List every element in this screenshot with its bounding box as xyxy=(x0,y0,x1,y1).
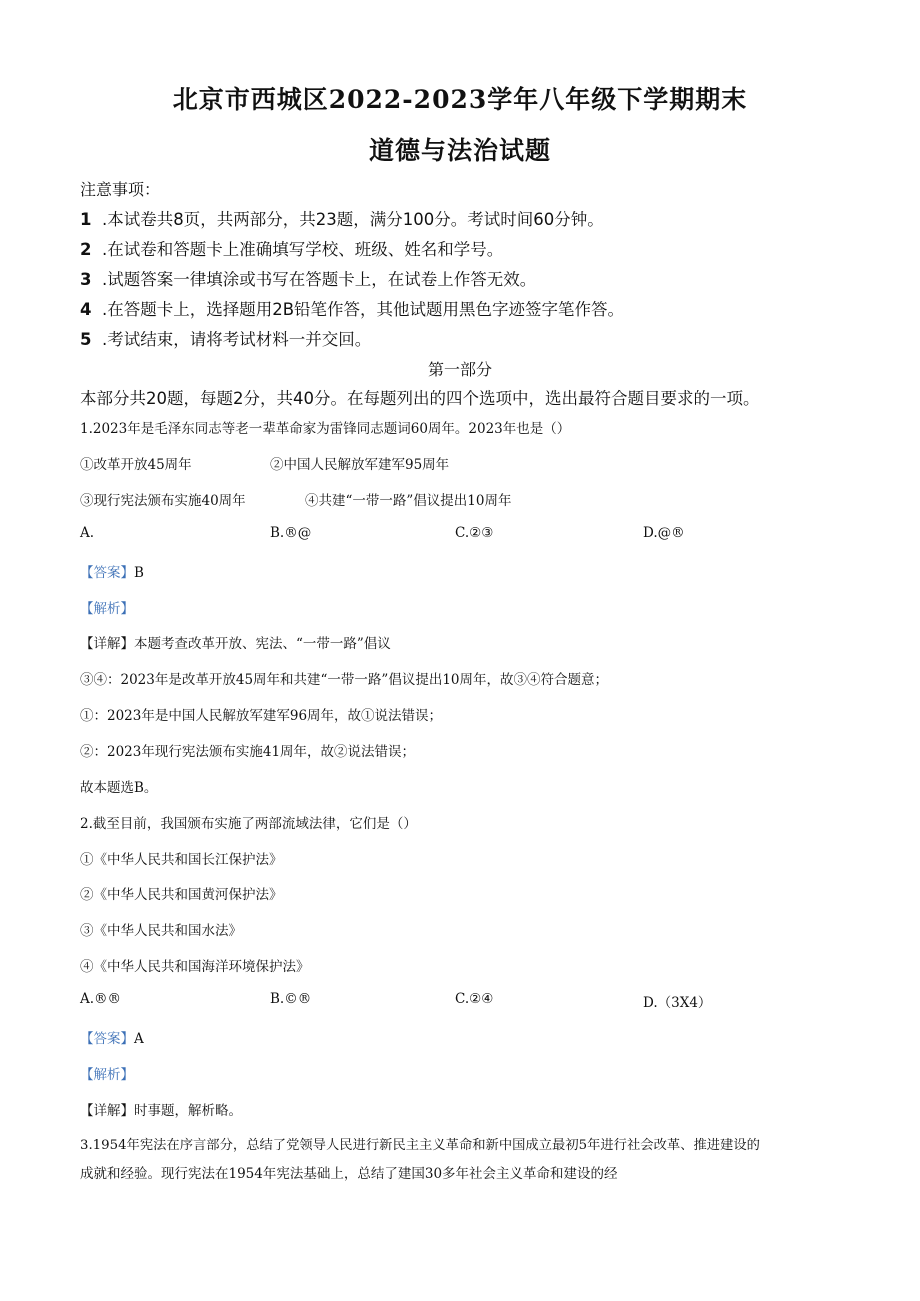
notice-heading: 注意事项： xyxy=(80,180,161,199)
q1-option-2: ②中国人民解放军建军95周年 xyxy=(270,457,450,473)
q2-choice-a: A.®® xyxy=(80,991,122,1007)
rule-1 xyxy=(80,206,604,230)
q1-choice-c: C.②③ xyxy=(455,525,494,541)
q2-choice-b: B.©® xyxy=(270,991,312,1007)
rule-3 xyxy=(80,266,536,290)
q1-choice-b: B.®@ xyxy=(270,525,312,541)
page-title: 北京市西城区2022-2023学年八年级下学期期末 xyxy=(172,85,748,114)
rule-text: .在答题卡上，选择题用2B铅笔作答，其他试题用黑色字迹签字笔作答。 xyxy=(102,300,625,319)
detail-text: 本题考查改革开放、宪法、“一带一路”倡议 xyxy=(134,636,391,652)
q1-option-4: ④共建“一带一路”倡议提出10周年 xyxy=(305,493,512,509)
q1-detail xyxy=(80,632,391,652)
page-subtitle: 道德与法治试题 xyxy=(368,136,551,165)
rule-2 xyxy=(80,236,503,260)
rule-text: .考试结束，请将考试材料一并交回。 xyxy=(102,330,372,349)
rule-text: .在试卷和答题卡上准确填写学校、班级、姓名和学号。 xyxy=(102,240,504,259)
q1-answer xyxy=(80,561,144,581)
detail-text: 时事题，解析略。 xyxy=(134,1103,242,1119)
q1-option-3: ③现行宪法颁布实施40周年 xyxy=(80,493,246,509)
q1-option-1: ①改革开放45周年 xyxy=(80,457,192,473)
q2-choice-d: D.（3X4） xyxy=(643,995,712,1011)
rule-number: 5 xyxy=(80,330,92,349)
q1-detail-line-1: ③④：2023年是改革开放45周年和共建“一带一路”倡议提出10周年，故③④符合题意； xyxy=(80,672,609,688)
q2-stem: 2.截至目前，我国颁布实施了两部流域法律，它们是（） xyxy=(80,816,417,832)
q2-choice-c: C.②④ xyxy=(455,991,494,1007)
rule-5 xyxy=(80,326,371,350)
detail-label: 【详解】 xyxy=(80,636,134,652)
answer-label: 【答案】 xyxy=(80,565,134,581)
q2-option-4: ④《中华人民共和国海洋环境保护法》 xyxy=(80,959,310,975)
rule-number: 2 xyxy=(80,240,92,259)
q1-stem: 1.2023年是毛泽东同志等老一辈革命家为雷锋同志题词60周年。2023年也是（） xyxy=(80,421,571,437)
q2-detail xyxy=(80,1099,242,1119)
q1-choice-d: D.@® xyxy=(643,525,685,541)
rule-text: .试题答案一律填涂或书写在答题卡上，在试卷上作答无效。 xyxy=(102,270,537,289)
detail-label: 【详解】 xyxy=(80,1103,134,1119)
q2-option-3: ③《中华人民共和国水法》 xyxy=(80,923,242,939)
rule-text: .本试卷共8页，共两部分，共23题，满分100分。考试时间60分钟。 xyxy=(102,210,604,229)
rule-number: 4 xyxy=(80,300,92,319)
q2-answer xyxy=(80,1027,144,1047)
rule-number: 3 xyxy=(80,270,92,289)
q1-detail-line-2: ①：2023年是中国人民解放军建军96周年，故①说法错误； xyxy=(80,708,443,724)
rule-number: 1 xyxy=(80,210,92,229)
q2-option-1: ①《中华人民共和国长江保护法》 xyxy=(80,852,283,868)
q1-choice-a: A. xyxy=(80,525,95,541)
q2-analysis-label: 【解析】 xyxy=(80,1067,134,1083)
q3-line-2: 成就和经验。现行宪法在1954年宪法基础上，总结了建国30多年社会主义革命和建设的经 xyxy=(80,1166,618,1182)
answer-value: B xyxy=(134,565,144,581)
q3-line-1: 3.1954年宪法在序言部分，总结了党领导人民进行新民主主义革命和新中国成立最初5年进行社会改革、推进建设的 xyxy=(80,1138,760,1153)
q1-conclusion: 故本题选B。 xyxy=(80,780,158,796)
rule-4 xyxy=(80,296,624,320)
section-title: 第一部分 xyxy=(427,360,492,379)
q1-detail-line-3: ②：2023年现行宪法颁布实施41周年，故②说法错误； xyxy=(80,744,416,760)
section-intro: 本部分共20题，每题2分，共40分。在每题列出的四个选项中，选出最符合题目要求的一项。 xyxy=(80,389,760,408)
q1-analysis-label: 【解析】 xyxy=(80,601,134,617)
answer-label: 【答案】 xyxy=(80,1031,134,1047)
answer-value: A xyxy=(134,1031,144,1047)
q2-option-2: ②《中华人民共和国黄河保护法》 xyxy=(80,887,283,903)
